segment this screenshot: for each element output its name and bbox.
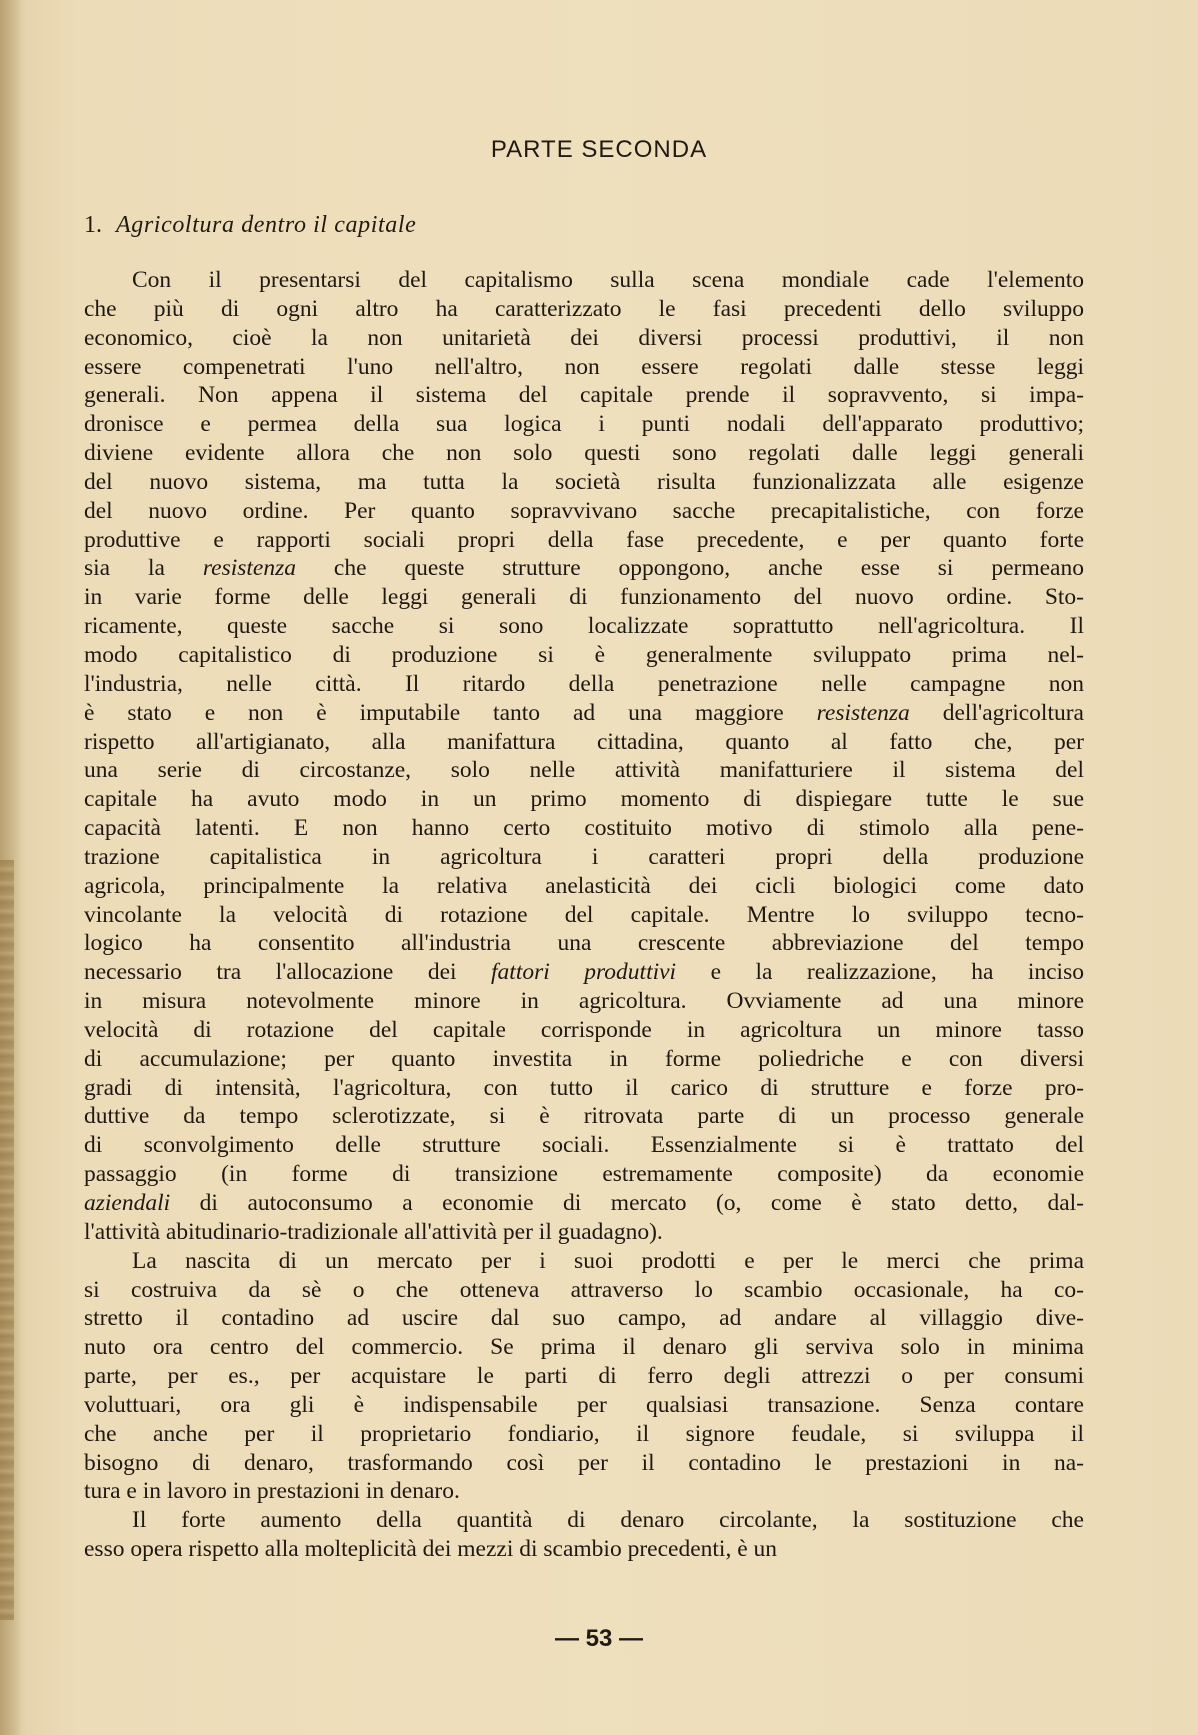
text-line: duttive da tempo sclerotizzate, si è ritrovata parte di un processo generale	[84, 1103, 1084, 1130]
text-line: si costruiva da sè o che otteneva attraverso lo scambio occasionale, ha co-	[84, 1276, 1084, 1303]
text-line: ricamente, queste sacche si sono localizzate soprattutto nell'agricoltura. Il	[84, 613, 1084, 640]
page-number: — 53 —	[554, 1625, 644, 1652]
paragraph	[84, 1247, 1084, 1507]
text-line: trazione capitalistica in agricoltura i caratteri propri della produzione	[84, 843, 1084, 870]
text-line: sia la resistenza che queste strutture oppongono, anche esse si permeano	[84, 555, 1084, 582]
text-line: modo capitalistico di produzione si è generalmente sviluppato prima nel-	[84, 641, 1084, 668]
text-line: vincolante la velocità di rotazione del capitale. Mentre lo sviluppo tecno-	[84, 901, 1084, 928]
spine-binding-damage	[0, 860, 14, 1620]
running-head: PARTE SECONDA	[490, 136, 708, 163]
text-line: passaggio (in forme di transizione estremamente composite) da economie	[84, 1161, 1084, 1188]
text-line: logico ha consentito all'industria una crescente abbreviazione del tempo	[84, 930, 1084, 957]
text-line: diviene evidente allora che non solo questi sono regolati dalle leggi generali	[84, 440, 1084, 467]
text-line: l'attività abitudinario-tradizionale all'attività per il guadagno).	[84, 1218, 663, 1245]
text-line: parte, per es., per acquistare le parti di ferro degli attrezzi o per consumi	[84, 1363, 1084, 1390]
body-text	[84, 266, 1084, 1564]
text-line: economico, cioè la non unitarietà dei diversi processi produttivi, il non	[84, 324, 1084, 351]
text-line: è stato e non è imputabile tanto ad una maggiore resistenza dell'agricoltura	[84, 699, 1084, 726]
text-line: agricola, principalmente la relativa anelasticità dei cicli biologici come dato	[84, 872, 1084, 899]
text-line: dronisce e permea della sua logica i punti nodali dell'apparato produttivo;	[84, 411, 1084, 438]
text-line: generali. Non appena il sistema del capitale prende il sopravvento, si impa-	[84, 382, 1084, 409]
text-line: produttive e rapporti sociali propri della fase precedente, e per quanto forte	[84, 526, 1084, 553]
section-title: Agricoltura dentro il capitale	[116, 212, 417, 238]
paragraph	[84, 266, 1084, 1247]
text-line: di accumulazione; per quanto investita in forme poliedriche e con diversi	[84, 1045, 1084, 1072]
text-line: necessario tra l'allocazione dei fattori produttivi e la realizzazione, ha inciso	[84, 959, 1084, 986]
text-line: una serie di circostanze, solo nelle attività manifatturiere il sistema del	[84, 757, 1084, 784]
text-line: del nuovo sistema, ma tutta la società risulta funzionalizzata alle esigenze	[84, 468, 1084, 495]
text-line: tura e in lavoro in prestazioni in denaro.	[84, 1478, 460, 1505]
text-line: che più di ogni altro ha caratterizzato le fasi precedenti dello sviluppo	[84, 295, 1084, 322]
text-line: voluttuari, ora gli è indispensabile per qualsiasi transazione. Senza contare	[84, 1391, 1084, 1418]
section-heading	[84, 212, 416, 239]
section-number: 1.	[84, 212, 102, 238]
text-line: Il forte aumento della quantità di denaro circolante, la sostituzione che	[132, 1507, 1084, 1534]
text-line: capacità latenti. E non hanno certo costituito motivo di stimolo alla pene-	[84, 815, 1084, 842]
text-line: che anche per il proprietario fondiario, il signore feudale, si sviluppa il	[84, 1420, 1084, 1447]
text-line: essere compenetrati l'uno nell'altro, non essere regolati dalle stesse leggi	[84, 353, 1084, 380]
text-line: aziendali di autoconsumo a economie di mercato (o, come è stato detto, dal-	[84, 1190, 1084, 1216]
text-line: di sconvolgimento delle strutture sociali. Essenzialmente si è trattato del	[84, 1132, 1084, 1159]
text-line: La nascita di un mercato per i suoi prodotti e per le merci che prima	[132, 1247, 1084, 1274]
text-line: nuto ora centro del commercio. Se prima il denaro gli serviva solo in minima	[84, 1334, 1084, 1361]
text-line: l'industria, nelle città. Il ritardo della penetrazione nelle campagne non	[84, 670, 1084, 697]
text-line: gradi di intensità, l'agricoltura, con tutto il carico di strutture e forze pro-	[84, 1074, 1084, 1101]
text-line: stretto il contadino ad uscire dal suo campo, ad andare al villaggio dive-	[84, 1305, 1084, 1332]
text-line: Con il presentarsi del capitalismo sulla scena mondiale cade l'elemento	[132, 267, 1084, 293]
text-line: del nuovo ordine. Per quanto sopravvivano sacche precapitalistiche, con forze	[84, 497, 1084, 524]
text-line: esso opera rispetto alla molteplicità dei mezzi di scambio precedenti, è un	[84, 1536, 777, 1563]
text-line: bisogno di denaro, trasformando così per il contadino le prestazioni in na-	[84, 1449, 1084, 1476]
text-line: rispetto all'artigianato, alla manifattura cittadina, quanto al fatto che, per	[84, 728, 1084, 755]
text-line: capitale ha avuto modo in un primo momento di dispiegare tutte le sue	[84, 786, 1084, 813]
text-line: in varie forme delle leggi generali di funzionamento del nuovo ordine. Sto-	[84, 584, 1084, 611]
text-line: velocità di rotazione del capitale corrisponde in agricoltura un minore tasso	[84, 1016, 1084, 1043]
text-line: in misura notevolmente minore in agricoltura. Ovviamente ad una minore	[84, 988, 1084, 1015]
paragraph	[84, 1506, 1084, 1564]
